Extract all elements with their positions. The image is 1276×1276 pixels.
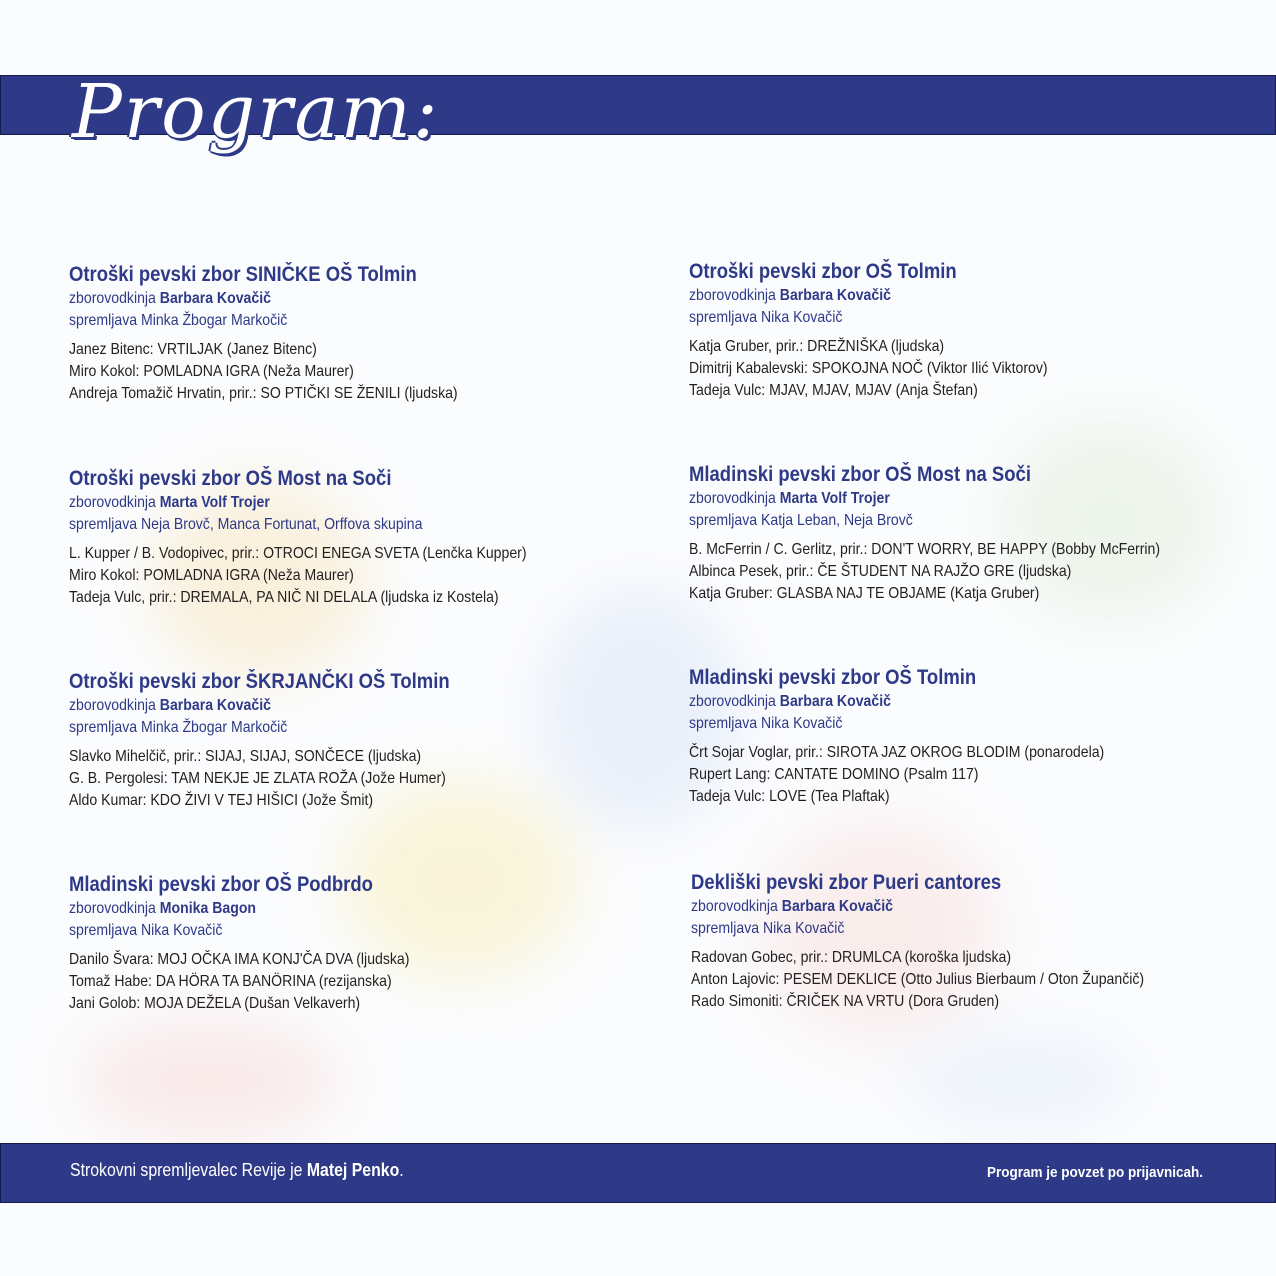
footer-band (0, 1143, 1276, 1203)
choir-block (689, 259, 1269, 402)
song-list (69, 949, 649, 1015)
choir-block (69, 466, 649, 609)
song-item: Jani Golob: MOJA DEŽELA (Dušan Velkaverh) (69, 995, 361, 1012)
conductor-line: zborovodkinja Barbara Kovačič (69, 697, 271, 714)
song-item: Miro Kokol: POMLADNA IGRA (Neža Maurer) (69, 363, 354, 380)
conductor-line: zborovodkinja Barbara Kovačič (691, 898, 893, 915)
song-item: Albinca Pesek, prir.: ČE ŠTUDENT NA RAJŽO GRE (ljudska) (689, 563, 1072, 580)
accompanist-line: spremljava Nika Kovačič (691, 920, 845, 937)
choir-block (689, 665, 1269, 808)
accompanist-line: spremljava Nika Kovačič (69, 922, 223, 939)
song-item: Tadeja Vulc, prir.: DREMALA, PA NIČ NI DELALA (ljudska iz Kostela) (69, 589, 499, 606)
accompanist-line: spremljava Neja Brovč, Manca Fortunat, Orffova skupina (69, 516, 423, 533)
choir-name: Otroški pevski zbor SINIČKE OŠ Tolmin (69, 263, 417, 286)
song-item: Slavko Mihelčič, prir.: SIJAJ, SIJAJ, SONČECE (ljudska) (69, 748, 422, 765)
song-list (691, 947, 1271, 1013)
choir-name: Mladinski pevski zbor OŠ Podbrdo (69, 873, 373, 896)
conductor-name: Barbara Kovačič (779, 693, 891, 710)
conductor-line: zborovodkinja Barbara Kovačič (69, 290, 271, 307)
footer-evaluator-note: Strokovni spremljevalec Revije je Matej Penko. (70, 1160, 404, 1180)
accompanist-line: spremljava Nika Kovačič (689, 715, 843, 732)
footer-source-note: Program je povzet po prijavnicah. (986, 1164, 1203, 1181)
accompanist-line: spremljava Nika Kovačič (689, 309, 843, 326)
conductor-name: Marta Volf Trojer (159, 494, 270, 511)
song-item: Danilo Švara: MOJ OČKA IMA KONJ'ČA DVA (ljudska) (69, 951, 410, 968)
choir-block (69, 669, 649, 812)
conductor-name: Marta Volf Trojer (779, 490, 890, 507)
song-item: G. B. Pergolesi: TAM NEKJE JE ZLATA ROŽA (Jože Humer) (69, 770, 446, 787)
song-item: B. McFerrin / C. Gerlitz, prir.: DON'T WORRY, BE HAPPY (Bobby McFerrin) (689, 541, 1161, 558)
song-item: Miro Kokol: POMLADNA IGRA (Neža Maurer) (69, 567, 354, 584)
song-item: Anton Lajovic: PESEM DEKLICE (Otto Julius Bierbaum / Oton Župančič) (691, 971, 1145, 988)
song-item: Katja Gruber: GLASBA NAJ TE OBJAME (Katja Gruber) (689, 585, 1040, 602)
song-item: Tadeja Vulc: LOVE (Tea Plaftak) (689, 788, 890, 805)
conductor-line: zborovodkinja Monika Bagon (69, 900, 257, 917)
watercolor-wash (80, 1020, 340, 1140)
song-item: Katja Gruber, prir.: DREŽNIŠKA (ljudska) (689, 338, 945, 355)
choir-name: Otroški pevski zbor OŠ Tolmin (689, 260, 957, 283)
choir-name: Mladinski pevski zbor OŠ Tolmin (689, 666, 977, 689)
song-list (689, 742, 1269, 808)
song-item: Dimitrij Kabalevski: SPOKOJNA NOČ (Viktor Ilić Viktorov) (689, 360, 1048, 377)
watercolor-wash (900, 1030, 1140, 1130)
accompanist-line: spremljava Minka Žbogar Markočič (69, 312, 288, 329)
accompanist-line: spremljava Katja Leban, Neja Brovč (689, 512, 913, 529)
song-item: Tadeja Vulc: MJAV, MJAV, MJAV (Anja Štefan) (689, 382, 978, 399)
song-list (69, 543, 649, 609)
song-item: Rupert Lang: CANTATE DOMINO (Psalm 117) (689, 766, 979, 783)
song-item: Janez Bitenc: VRTILJAK (Janez Bitenc) (69, 341, 317, 358)
song-list (69, 339, 649, 405)
choir-name: Otroški pevski zbor ŠKRJANČKI OŠ Tolmin (69, 670, 450, 693)
conductor-name: Barbara Kovačič (159, 290, 271, 307)
conductor-line: zborovodkinja Marta Volf Trojer (689, 490, 890, 507)
conductor-line: zborovodkinja Marta Volf Trojer (69, 494, 270, 511)
song-item: Andreja Tomažič Hrvatin, prir.: SO PTIČKI SE ŽENILI (ljudska) (69, 385, 458, 402)
song-list (689, 539, 1269, 605)
song-item: Aldo Kumar: KDO ŽIVI V TEJ HIŠICI (Jože Šmit) (69, 792, 374, 809)
choir-name: Mladinski pevski zbor OŠ Most na Soči (689, 463, 1031, 486)
choir-block (691, 870, 1271, 1013)
song-item: L. Kupper / B. Vodopivec, prir.: OTROCI ENEGA SVETA (Lenčka Kupper) (69, 545, 527, 562)
conductor-line: zborovodkinja Barbara Kovačič (689, 287, 891, 304)
choir-block (689, 462, 1269, 605)
song-item: Tomaž Habe: DA HÖRA TA BANÖRINA (rezijanska) (69, 973, 392, 990)
page-title: Program: (72, 69, 440, 155)
song-item: Črt Sojar Voglar, prir.: SIROTA JAZ OKROG BLODIM (ponarodela) (689, 744, 1105, 761)
song-list (689, 336, 1269, 402)
conductor-name: Monika Bagon (159, 900, 257, 917)
song-item: Radovan Gobec, prir.: DRUMLCA (koroška ljudska) (691, 949, 1012, 966)
choir-block (69, 872, 649, 1015)
song-list (69, 746, 649, 812)
song-item: Rado Simoniti: ČRIČEK NA VRTU (Dora Gruden) (691, 993, 1000, 1010)
conductor-name: Barbara Kovačič (779, 287, 891, 304)
choir-block (69, 262, 649, 405)
conductor-line: zborovodkinja Barbara Kovačič (689, 693, 891, 710)
conductor-name: Barbara Kovačič (781, 898, 893, 915)
choir-name: Dekliški pevski zbor Pueri cantores (691, 871, 1002, 894)
conductor-name: Barbara Kovačič (159, 697, 271, 714)
choir-name: Otroški pevski zbor OŠ Most na Soči (69, 467, 392, 490)
accompanist-line: spremljava Minka Žbogar Markočič (69, 719, 288, 736)
evaluator-name: Matej Penko (306, 1160, 400, 1180)
